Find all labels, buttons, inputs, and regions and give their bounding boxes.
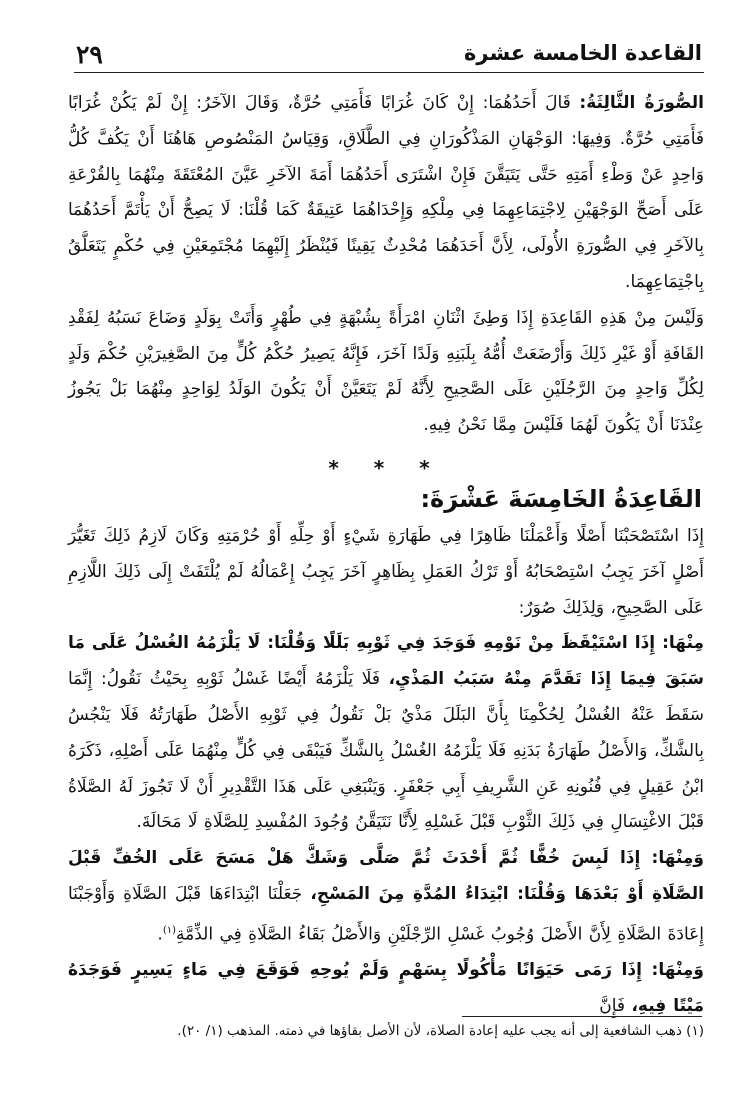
rule-statement-text: إِذَا اسْتَصْحَبْنَا أَصْلًا وَأَعْمَلْنَا ظَاهِرًا فِي طَهَارَةِ شَيْءٍ أَوْ حِلِّهِ أَوْ حُرْمَتِهِ وَكَانَ لَازِمُ ذَلِكَ تَغَيُّرَ أَصْلٍ آخَرَ يَجِبُ اسْتِصْحَابُهُ أَوْ تَرْكُ العَمَلِ بِظَاهِرٍ آخَرَ يَجِبُ إِعْمَالُهُ لَمْ يُلْتَفَتْ إِلَى ذَلِكَ اللَّازِمِ عَلَى الصَّحِيحِ، وَلِذَلِكَ صُوَرٌ:	[68, 526, 704, 618]
paragraph-exception	[68, 301, 704, 444]
text-block-top	[68, 86, 704, 444]
section-heading: القَاعِدَةُ الخَامِسَةَ عَشْرَةَ:	[420, 485, 702, 513]
footnote-reference: (١)	[162, 924, 177, 936]
paragraph-rule-statement	[68, 519, 704, 626]
running-title: القاعدة الخامسة عشرة	[464, 41, 702, 65]
exception-text: وَلَيْسَ مِنْ هَذِهِ القَاعِدَةِ إِذَا وَطِئَ اثْنَانِ امْرَأَةً بِشُبْهَةٍ فِي طُهْرٍ وَأَتَتْ بِوَلَدٍ وَضَاعَ نَسَبُهُ لِفَقْدِ القَافَةِ أَوْ غَيْرِ ذَلِكَ وَأَرْضَعَتْ أُمُّهُ بِلَبَنِهِ وَلَدًا آخَرَ، فَإِنَّهُ يَصِيرُ حُكْمُ كُلٍّ مِنَ الصَّغِيرَيْنِ حُكْمَ وَلَدٍ لِكُلِّ وَاحِدٍ مِنَ الرَّجُلَيْنِ عَلَى الصَّحِيحِ لِأَنَّهُ لَمْ يَتَعَيَّنْ أَنْ يَكُونَ الوَلَدُ لِوَاحِدٍ مِنْهُمَا بَلْ يَجُوزُ عِنْدَنَا أَنْ يَكُونَ لَهُمَا فَلَيْسَ مِمَّا نَحْنُ فِيهِ.	[68, 307, 704, 436]
header-divider	[74, 72, 704, 73]
third-case-text: قَالَ أَحَدُهُمَا: إِنْ كَانَ غُرَابًا فَأَمَتِي حُرَّةٌ، وَقَالَ الآخَرُ: إِنْ لَمْ يَكُنْ غُرَابًا فَأَمَتِي حُرَّةٌ. وَفِيهَا: الوَجْهَانِ المَذْكُورَانِ فِي الطَّلَاقِ، وَقِيَاسُ المَنْصُوصِ هَاهُنَا أَنْ يَكُفَّ كُلُّ وَاحِدٍ عَنْ وَطْءِ أَمَتِهِ حَتَّى يَتَيَقَّنَ فَإِنْ اشْتَرَى أَحَدُهُمَا أَمَةَ الآخَرِ عَيَّنَ المُعْتَقَةَ مِنْهُمَا بِالقُرْعَةِ عَلَى أَصَحِّ الوَجْهَيْنِ لِاجْتِمَاعِهِمَا فِي مِلْكِهِ وَإِحْدَاهُمَا عَتِيقَةٌ كَمَا قُلْنَا: لَا يَصِحُّ أَنْ يَأْتَمَّ أَحَدُهُمَا بِالآخَرِ فِي الصُّورَةِ الأُولَى، لِأَنَّ أَحَدَهُمَا مُحْدِثٌ يَقِينًا فَيُنْظَرُ إِلَيْهِمَا مُجْتَمِعَيْنِ فِي حُكْمٍ يَتَعَلَّقُ بِاجْتِمَاعِهِمَا.	[68, 93, 704, 292]
case-wet-garment-text: فَلَا يَلْزَمُهُ أَيْضًا غَسْلُ ثَوْبِهِ بِحَيْثُ نَقُولُ: إِنَّمَا سَقَطَ عَنْهُ الغُسْلُ لِحُكْمِنَا بِأَنَّ البَلَلَ مَذْيٌ بَلْ نَقُولُ فِي ثَوْبِهِ الأَصْلُ طَهَارَتُهُ فَلَا يَنْجُسُ بِالشَّكِّ، وَالأَصْلُ طَهَارَةُ بَدَنِهِ فَلَا يَلْزَمُهُ الغُسْلُ بِالشَّكِّ فَيَبْقَى فِي كُلٍّ مِنْهُمَا عَلَى أَصْلِهِ، ذَكَرَهُ ابْنُ عَقِيلٍ فِي فُنُونِهِ عَنِ الشَّرِيفِ أَبِي جَعْفَرٍ. وَيَنْبَغِي عَلَى هَذَا التَّقْدِيرِ أَنْ لَا تَجُوزَ لَهُ الصَّلَاةُ قَبْلَ الاغْتِسَالِ فِي ذَلِكَ الثَّوْبِ قَبْلَ غَسْلِهِ لِأَنَّا نَتَيَقَّنُ وُجُودَ المُفْسِدِ لِلصَّلَاةِ لَا مَحَالَةَ.	[68, 669, 704, 833]
footnote: (١) ذهب الشافعية إلى أنه يجب عليه إعادة الصلاة، لأن الأصل بقاؤها في ذمته. المذهب (١/ ٢٠).	[177, 1023, 704, 1039]
paragraph-case-hunted-animal	[68, 953, 704, 1025]
paragraph-third-case	[68, 86, 704, 301]
case-khuff-text: جَعَلْنَا ابْتِدَاءَهَا قَبْلَ الصَّلَاةِ وَأَوْجَبْنَا إِعَادَةَ الصَّلَاةِ لِأَنَّ الأَصْلَ وُجُوبُ غَسْلِ الرِّجْلَيْنِ وَالأَصْلُ بَقَاءُ الصَّلَاةِ فِي الذِّمَّةِ	[68, 883, 704, 945]
paragraph-case-wet-garment	[68, 626, 704, 841]
case-wet-garment-lead: مِنْهَا: إِذَا اسْتَيْقَظَ مِنْ نَوْمِهِ فَوَجَدَ فِي ثَوْبِهِ بَلَلًا وَقُلْنَا: لَا يَلْزَمُهُ الغُسْلُ عَلَى مَا سَبَقَ فِيمَا إِذَا تَقَدَّمَ مِنْهُ سَبَبُ المَذْيِ،	[68, 633, 705, 690]
text-block-bottom	[68, 519, 704, 1025]
case-khuff-lead: وَمِنْهَا: إِذَا لَبِسَ خُفًّا ثُمَّ أَحْدَثَ ثُمَّ صَلَّى وَشَكَّ هَلْ مَسَحَ عَلَى الخُفِّ قَبْلَ الصَّلَاةِ أَوْ بَعْدَهَا وَقُلْنَا: ابْتِدَاءُ المُدَّةِ مِنَ المَسْحِ،	[68, 848, 704, 904]
paragraph-case-khuff: وَمِنْهَا: إِذَا لَبِسَ خُفًّا ثُمَّ أَحْدَثَ ثُمَّ صَلَّى وَشَكَّ هَلْ مَسَحَ عَلَى الخُفِّ قَبْلَ الصَّلَاةِ أَوْ بَعْدَهَا وَقُلْنَا: ابْتِدَاءُ المُدَّةِ مِنَ المَسْحِ، جَعَلْنَا ابْتِدَاءَهَا قَبْلَ الصَّلَاةِ وَأَوْجَبْنَا إِعَادَةَ الصَّلَاةِ لِأَنَّ الأَصْلَ وُجُوبُ غَسْلِ الرِّجْلَيْنِ وَالأَصْلُ بَقَاءُ الصَّلَاةِ فِي الذِّمَّةِ$^{(١)}$.	[68, 848, 704, 945]
case-hunted-animal-lead: وَمِنْهَا: إِذَا رَمَى حَيَوَانًا مَأْكُولًا بِسَهْمٍ وَلَمْ يُوحِهِ فَوَقَعَ فِي مَاءٍ يَسِيرٍ فَوَجَدَهُ مَيْتًا فِيهِ،	[68, 960, 704, 1017]
third-case-heading: الصُّورَةُ الثَّالِثَةُ:	[579, 93, 704, 113]
case-hunted-animal-text: فَإِنَّ	[599, 996, 626, 1017]
page-number: ٢٩	[76, 40, 103, 69]
page-header	[74, 34, 704, 74]
footnote-divider	[462, 1016, 702, 1017]
section-separator: * * *	[328, 456, 444, 480]
